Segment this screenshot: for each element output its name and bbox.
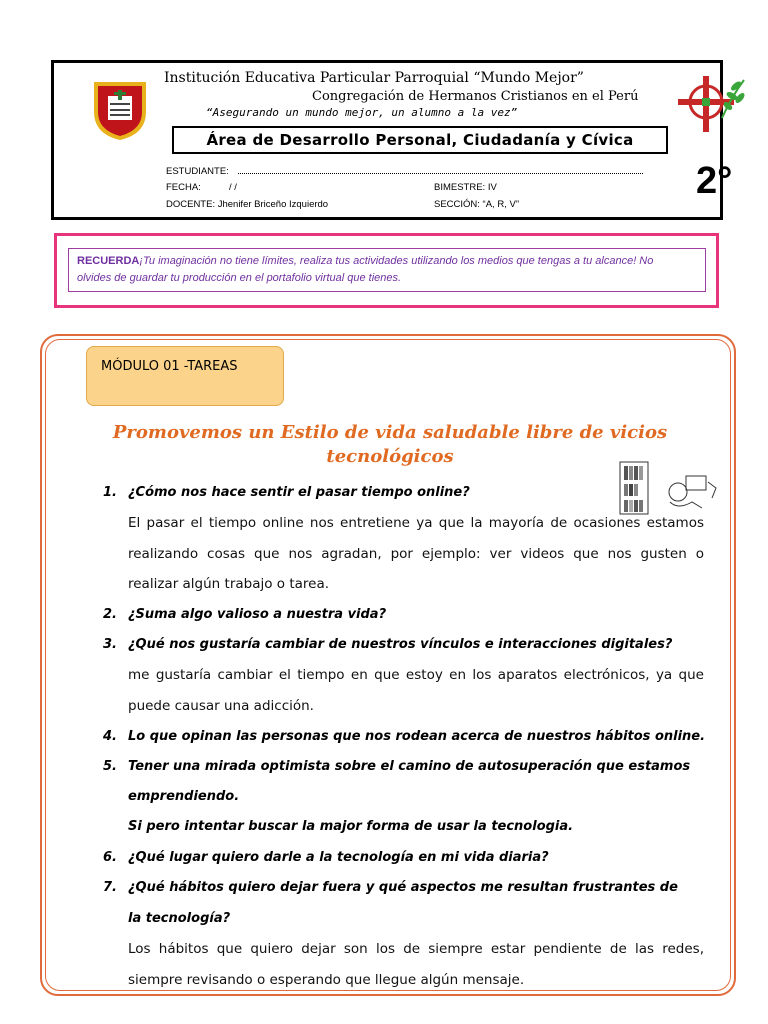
- question-text: ¿Qué nos gustaría cambiar de nuestros vínculos e interacciones digitales?: [128, 637, 673, 652]
- question-text: Lo que opinan las personas que nos rodean acerca de nuestros hábitos online.: [128, 729, 706, 744]
- question-text: ¿Qué hábitos quiero dejar fuera y qué aspectos me resultan frustrantes de: [128, 880, 678, 895]
- institution-name: Institución Educativa Particular Parroquial “Mundo Mejor”: [164, 70, 584, 86]
- teacher-label: DOCENTE: Jhenifer Briceño Izquierdo: [166, 199, 329, 210]
- question-3: [103, 637, 705, 652]
- answer-1-line-3: realizar algún trabajo o tarea.: [128, 576, 330, 592]
- question-7-continued: la tecnología?: [128, 911, 231, 926]
- question-number: 7.: [103, 880, 117, 895]
- question-text: Tener una mirada optimista sobre el camino de autosuperación que estamos: [128, 759, 691, 774]
- answer-3-line-2: puede causar una adicción.: [128, 698, 314, 714]
- student-name-line: [238, 173, 643, 174]
- question-number: 2.: [103, 607, 117, 622]
- question-number: 6.: [103, 850, 117, 865]
- recuerda-note: [68, 248, 706, 292]
- module-tag: [86, 346, 284, 406]
- date-label: FECHA:: [166, 182, 201, 193]
- question-number: 5.: [103, 759, 117, 774]
- answer-3-line-1: me gustaría cambiar el tiempo en que estoy en los aparatos electrónicos, ya que: [128, 667, 704, 683]
- question-text: ¿Qué lugar quiero darle a la tecnología en mi vida diaria?: [128, 850, 549, 865]
- question-6: [103, 850, 705, 865]
- question-1: [103, 485, 705, 500]
- recuerda-line-2: olvides de guardar tu producción en el portafolio virtual que tienes.: [77, 272, 402, 284]
- question-4: [103, 729, 705, 744]
- recuerda-line-1: ¡Tu imaginación no tiene límites, realiza tus actividades utilizando los medios que tengas a tu alcance! No: [139, 255, 654, 267]
- question-number: 4.: [103, 729, 117, 744]
- worksheet-title: [90, 421, 690, 469]
- school-shield-logo: [90, 76, 150, 142]
- school-motto: “Asegurando un mundo mejor, un alumno a la vez”: [206, 106, 518, 119]
- date-value: / /: [229, 182, 237, 193]
- congregation-name: Congregación de Hermanos Cristianos en el Perú: [312, 89, 639, 104]
- question-2: [103, 607, 705, 622]
- question-number: 3.: [103, 637, 117, 652]
- title-line-2: tecnológicos: [326, 446, 454, 467]
- cross-leaf-logo: [674, 72, 750, 138]
- question-text: ¿Cómo nos hace sentir el pasar tiempo online?: [128, 485, 470, 500]
- recuerda-label: RECUERDA: [77, 255, 140, 267]
- section-label: SECCIÓN: “A, R, V”: [434, 199, 519, 210]
- area-title-box: [172, 126, 668, 154]
- title-line-1: Promovemos un Estilo de vida saludable libre de vicios: [112, 422, 668, 443]
- module-label: MÓDULO 01 -TAREAS: [101, 359, 238, 374]
- question-number: 1.: [103, 485, 117, 500]
- question-7: [103, 880, 705, 895]
- answer-7-line-2: siempre revisando o esperando que llegue algún mensaje.: [128, 972, 525, 988]
- answer-1-line-2: realizando cosas que nos agradan, por ejemplo: ver videos que nos gusten o: [128, 546, 704, 562]
- grade-number: 2°: [696, 160, 733, 202]
- question-5-continued: emprendiendo.: [128, 789, 240, 804]
- answer-7-line-1: Los hábitos que quiero dejar son los de siempre estar pendiente de las redes,: [128, 941, 704, 957]
- question-5: [103, 759, 705, 774]
- answer-5: Si pero intentar buscar la major forma de usar la tecnologia.: [128, 819, 574, 834]
- answer-1-line-1: El pasar el tiempo online nos entretiene ya que la mayoría de ocasiones estamos: [128, 515, 704, 531]
- area-title: Área de Desarrollo Personal, Ciudadanía y Cívica: [206, 131, 634, 149]
- student-label: ESTUDIANTE:: [166, 166, 229, 177]
- question-text: ¿Suma algo valioso a nuestra vida?: [128, 607, 387, 622]
- bimestre-label: BIMESTRE: IV: [434, 182, 497, 193]
